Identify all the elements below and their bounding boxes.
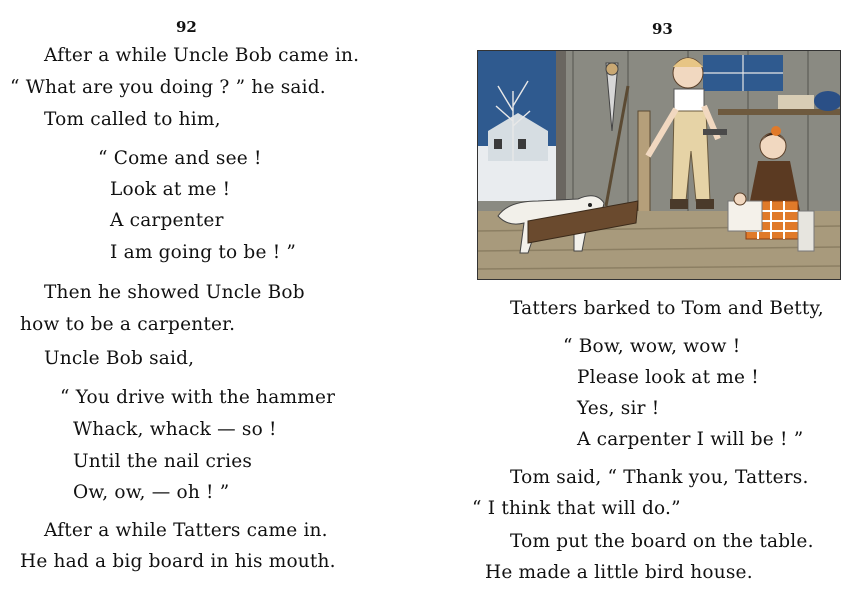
text-line: “ I think that will do.” [472,498,681,519]
text-line: Uncle Bob said, [44,348,195,369]
text-line: He made a little bird house. [485,562,753,583]
page-number: 93 [652,20,673,38]
text-line: Until the nail cries [73,451,253,472]
text-line: Yes, sir ! [577,398,660,419]
text-line: After a while Tatters came in. [44,520,328,541]
text-line: I am going to be ! ” [110,242,297,263]
text-line: After a while Uncle Bob came in. [44,45,360,66]
text-line: A carpenter [110,210,224,231]
text-line: A carpenter I will be ! ” [577,429,804,450]
text-line: Tatters barked to Tom and Betty, [510,298,824,319]
text-line: Then he showed Uncle Bob [44,282,305,303]
text-line: Please look at me ! [577,367,759,388]
text-line: “ What are you doing ? ” he said. [10,77,326,98]
text-line: Tom said, “ Thank you, Tatters. [510,467,809,488]
text-line: Whack, whack — so ! [73,419,277,440]
text-line: how to be a carpenter. [20,314,236,335]
text-line: Ow, ow, — oh ! ” [73,482,230,503]
text-line: Look at me ! [110,179,231,200]
page-number: 92 [176,18,197,36]
text-line: Tom called to him, [44,109,221,130]
text-line: “ You drive with the hammer [60,387,336,408]
text-line: Tom put the board on the table. [510,531,814,552]
text-line: He had a big board in his mouth. [20,551,336,572]
illustration-drawing [478,51,840,279]
text-line: “ Come and see ! [98,148,262,169]
text-line: “ Bow, wow, wow ! [563,336,741,357]
carpenter-illustration [477,50,841,280]
